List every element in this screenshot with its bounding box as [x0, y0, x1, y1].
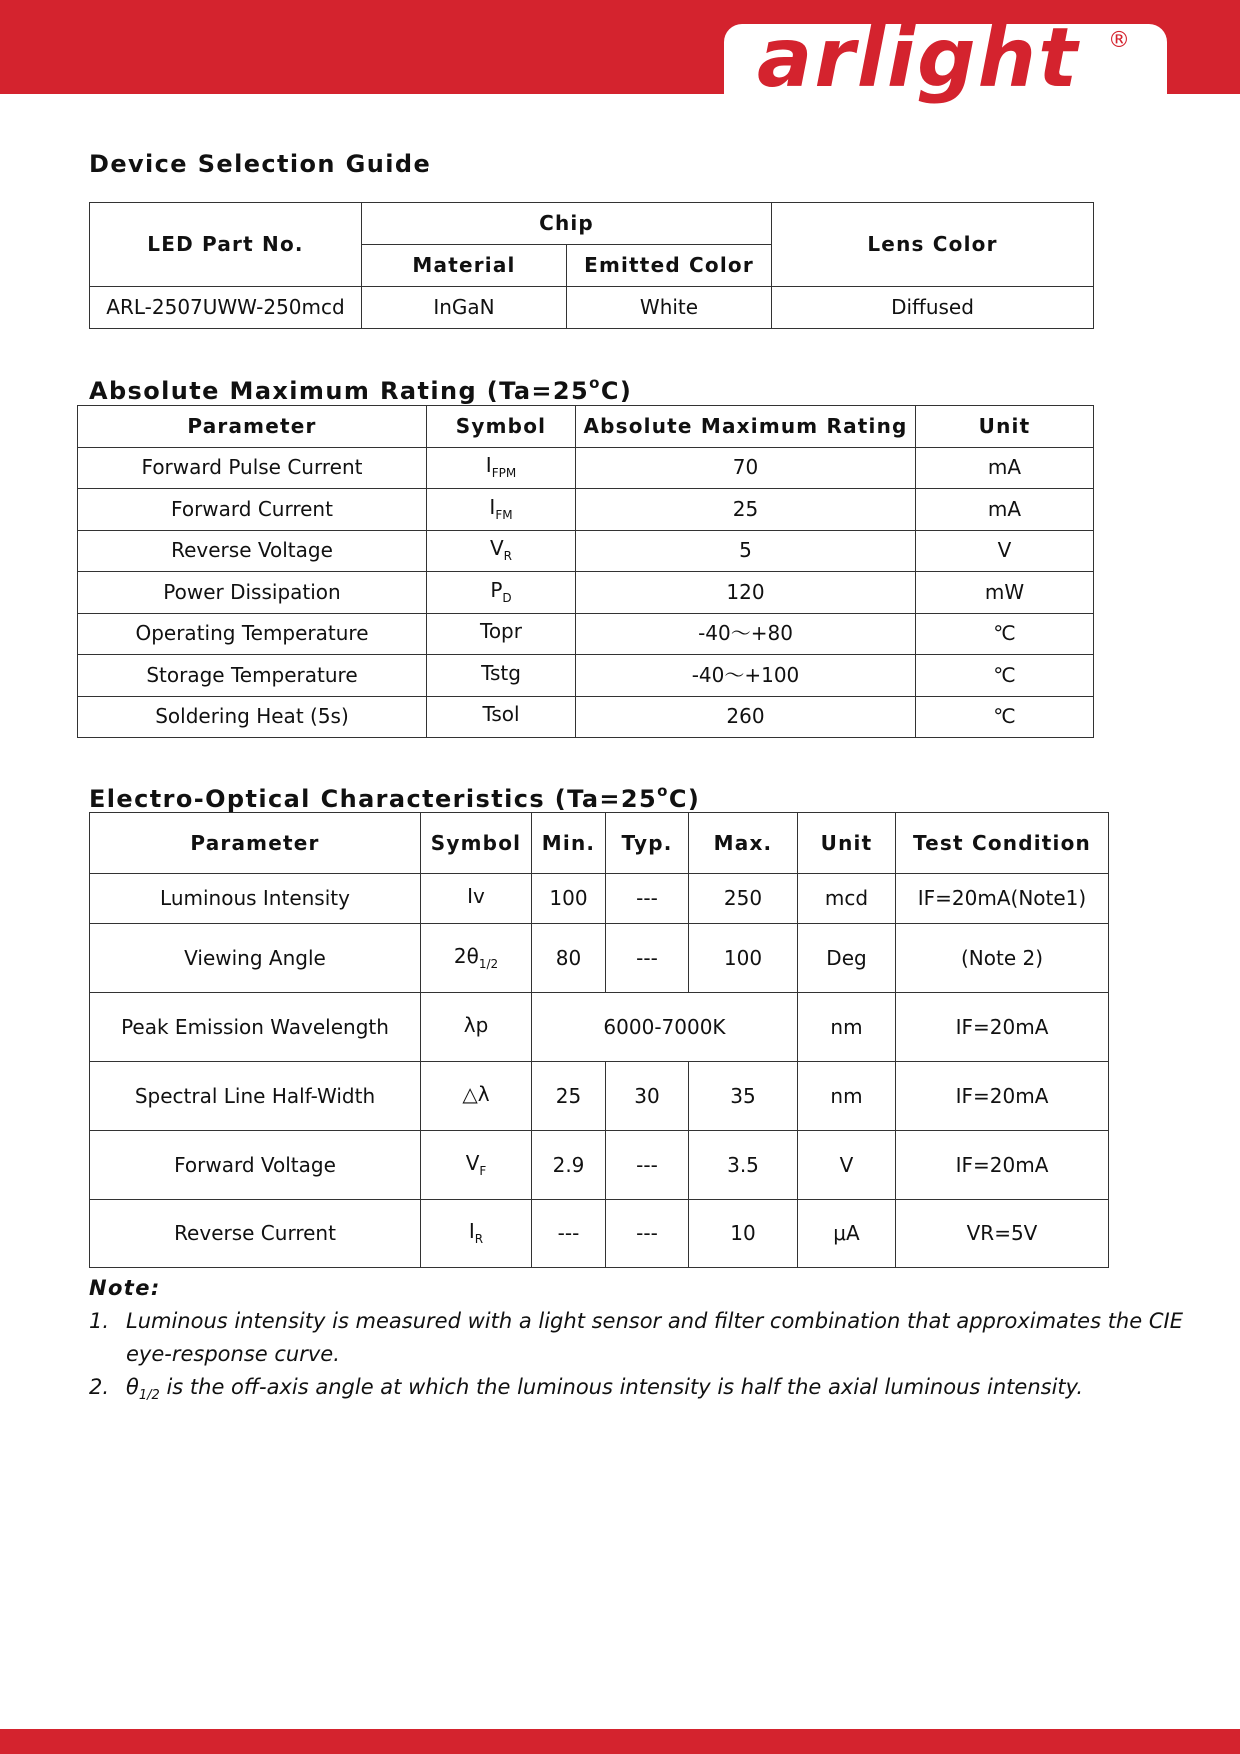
cell-parameter: Forward Current	[78, 489, 427, 531]
note-item	[89, 1371, 1189, 1412]
cell-unit: mW	[916, 572, 1094, 614]
cell-unit: ℃	[916, 696, 1094, 738]
notes-section	[89, 1272, 1189, 1412]
cell-max: 35	[689, 1062, 798, 1131]
cell-symbol: λp	[421, 993, 532, 1062]
cell-parameter: Peak Emission Wavelength	[90, 993, 421, 1062]
brand-logo: arlight	[757, 11, 1080, 106]
cell-test-condition: (Note 2)	[896, 924, 1109, 993]
cell-typ: ---	[606, 1200, 689, 1268]
table-row	[90, 287, 1094, 329]
header-parameter: Parameter	[78, 406, 427, 448]
cell-symbol: $V_R$	[427, 530, 576, 572]
cell-symbol: $I_{FPM}$	[427, 447, 576, 489]
cell-symbol: Topr	[427, 613, 576, 655]
abs-max-table	[77, 405, 1094, 738]
electro-optical-table	[89, 812, 1109, 1268]
cell-material: InGaN	[362, 287, 567, 329]
table-row	[78, 655, 1094, 697]
cell-symbol: $V_F$	[421, 1131, 532, 1200]
cell-lens-color: Diffused	[772, 287, 1094, 329]
cell-rating: 5	[576, 530, 916, 572]
cell-test-condition: VR=5V	[896, 1200, 1109, 1268]
table-row	[90, 874, 1109, 924]
cell-test-condition: IF=20mA(Note1)	[896, 874, 1109, 924]
abs-max-title-end: C)	[600, 377, 633, 405]
header-led-part-no: LED Part No.	[90, 203, 362, 287]
cell-parameter: Operating Temperature	[78, 613, 427, 655]
header-emitted-color: Emitted Color	[567, 245, 772, 287]
header-rating: Absolute Maximum Rating	[576, 406, 916, 448]
cell-parameter: Reverse Current	[90, 1200, 421, 1268]
table-row	[90, 993, 1109, 1062]
table-row	[78, 613, 1094, 655]
cell-symbol: $I_{FM}$	[427, 489, 576, 531]
note-text: is the off-axis angle at which the luminous intensity is half the axial luminous intensity.	[159, 1375, 1084, 1399]
table-row	[90, 1131, 1109, 1200]
header-parameter: Parameter	[90, 813, 421, 874]
cell-typ: ---	[606, 924, 689, 993]
cell-min: 25	[532, 1062, 606, 1131]
cell-unit: nm	[798, 993, 896, 1062]
cell-unit: nm	[798, 1062, 896, 1131]
table-row	[78, 489, 1094, 531]
cell-symbol: △λ	[421, 1062, 532, 1131]
cell-min: 2.9	[532, 1131, 606, 1200]
cell-test-condition: IF=20mA	[896, 1062, 1109, 1131]
note-item	[89, 1305, 1189, 1371]
cell-rating: -40～+100	[576, 655, 916, 697]
table-row	[78, 447, 1094, 489]
cell-symbol: Iv	[421, 874, 532, 924]
cell-parameter: Viewing Angle	[90, 924, 421, 993]
cell-parameter: Storage Temperature	[78, 655, 427, 697]
cell-rating: -40～+80	[576, 613, 916, 655]
cell-min: 100	[532, 874, 606, 924]
cell-max: 10	[689, 1200, 798, 1268]
header-test-condition: Test Condition	[896, 813, 1109, 874]
cell-rating: 70	[576, 447, 916, 489]
eo-title-text: Electro-Optical Characteristics (Ta=25	[89, 785, 658, 813]
abs-max-title-text: Absolute Maximum Rating (Ta=25	[89, 377, 590, 405]
table-row	[90, 924, 1109, 993]
header-typ: Typ.	[606, 813, 689, 874]
note-lead-sub: 1/2	[138, 1388, 160, 1404]
note-number: 1.	[89, 1309, 110, 1333]
selection-guide-table	[89, 202, 1094, 329]
cell-parameter: Spectral Line Half-Width	[90, 1062, 421, 1131]
cell-unit: V	[916, 530, 1094, 572]
cell-rating: 120	[576, 572, 916, 614]
table-row	[90, 1200, 1109, 1268]
notes-title: Note:	[89, 1276, 161, 1300]
cell-merged-value: 6000-7000K	[532, 993, 798, 1062]
cell-min: ---	[532, 1200, 606, 1268]
cell-parameter: Forward Voltage	[90, 1131, 421, 1200]
header-material: Material	[362, 245, 567, 287]
degree-sup: o	[589, 374, 601, 392]
cell-symbol: $P_D$	[427, 572, 576, 614]
cell-unit: ℃	[916, 655, 1094, 697]
cell-max: 3.5	[689, 1131, 798, 1200]
table-row	[90, 1062, 1109, 1131]
header-chip: Chip	[362, 203, 772, 245]
cell-part-no: ARL-2507UWW-250mcd	[90, 287, 362, 329]
header-unit: Unit	[798, 813, 896, 874]
table-row	[78, 572, 1094, 614]
cell-typ: ---	[606, 874, 689, 924]
header-symbol: Symbol	[421, 813, 532, 874]
selection-guide-title: Device Selection Guide	[89, 150, 432, 178]
cell-parameter: Forward Pulse Current	[78, 447, 427, 489]
cell-unit: μA	[798, 1200, 896, 1268]
cell-unit: V	[798, 1131, 896, 1200]
cell-parameter: Power Dissipation	[78, 572, 427, 614]
registered-mark: ®	[1108, 28, 1130, 53]
cell-parameter: Soldering Heat (5s)	[78, 696, 427, 738]
cell-symbol: $2\theta_{1/2}$	[421, 924, 532, 993]
cell-symbol: Tstg	[427, 655, 576, 697]
eo-title-end: C)	[668, 785, 701, 813]
cell-symbol: Tsol	[427, 696, 576, 738]
table-row	[78, 696, 1094, 738]
cell-unit: mA	[916, 489, 1094, 531]
cell-test-condition: IF=20mA	[896, 993, 1109, 1062]
table-row	[78, 530, 1094, 572]
cell-max: 100	[689, 924, 798, 993]
cell-max: 250	[689, 874, 798, 924]
cell-rating: 25	[576, 489, 916, 531]
cell-test-condition: IF=20mA	[896, 1131, 1109, 1200]
cell-unit: ℃	[916, 613, 1094, 655]
abs-max-title	[89, 374, 633, 405]
header-max: Max.	[689, 813, 798, 874]
cell-rating: 260	[576, 696, 916, 738]
header-lens-color: Lens Color	[772, 203, 1094, 287]
electro-optical-title	[89, 782, 701, 813]
cell-unit: mA	[916, 447, 1094, 489]
degree-sup: o	[657, 782, 669, 800]
cell-parameter: Reverse Voltage	[78, 530, 427, 572]
cell-unit: Deg	[798, 924, 896, 993]
header-unit: Unit	[916, 406, 1094, 448]
cell-symbol: $I_R$	[421, 1200, 532, 1268]
header-min: Min.	[532, 813, 606, 874]
note-text: Luminous intensity is measured with a light sensor and filter combination that approximates the CIE eye-response curve.	[126, 1309, 1183, 1366]
cell-emitted-color: White	[567, 287, 772, 329]
cell-parameter: Luminous Intensity	[90, 874, 421, 924]
footer-band	[0, 1729, 1240, 1754]
cell-typ: ---	[606, 1131, 689, 1200]
note-lead-symbol: θ	[126, 1375, 139, 1399]
note-number: 2.	[89, 1375, 110, 1399]
cell-unit: mcd	[798, 874, 896, 924]
cell-min: 80	[532, 924, 606, 993]
cell-typ: 30	[606, 1062, 689, 1131]
header-symbol: Symbol	[427, 406, 576, 448]
